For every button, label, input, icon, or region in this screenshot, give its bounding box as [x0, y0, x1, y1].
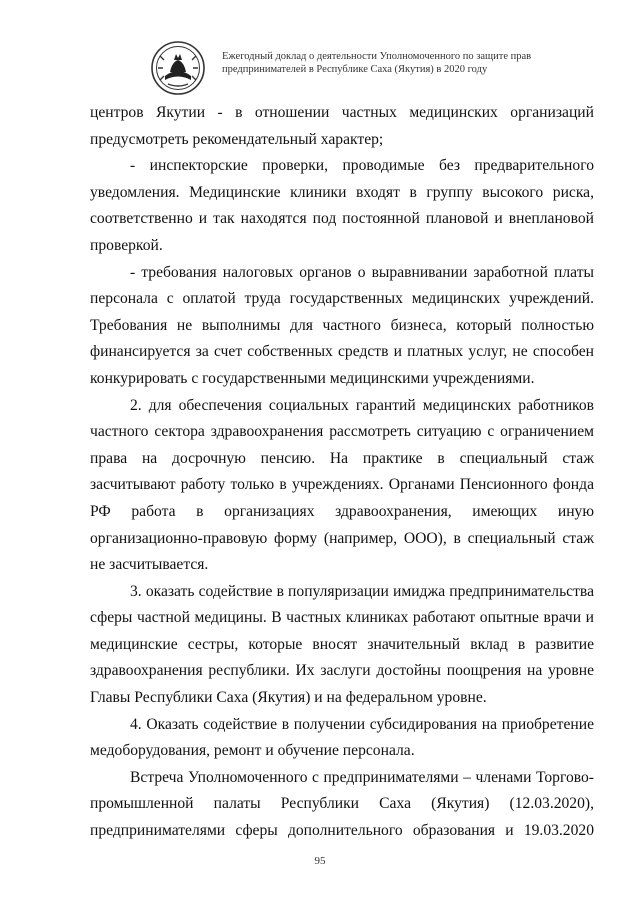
- body-paragraph: Встреча Уполномоченного с предпринимателями – членами Торгово-промышленной палаты Республики Саха (Якутия) (12.03.2020), предпринимателями сферы дополнительного образования и 19.03.2020: [90, 768, 594, 840]
- body-paragraph: - инспекторские проверки, проводимые без предварительного уведомления. Медицинские клиники входят в группу высокого риска, соответственно и так находятся под постоянной плановой и внеплановой проверкой.: [90, 157, 594, 254]
- body-paragraph: 3. оказать содействие в популяризации имиджа предпринимательства сферы частной медицины. В частных клиниках работают опытные врачи и медицинские сестры, которые вносят значительный вклад в развитие здравоохранения республики. Их заслуги достойны поощрения на уровне Главы Республики Саха (Якутия) и на федеральном уровне.: [90, 582, 594, 707]
- header-title: [222, 50, 572, 76]
- body-paragraph: 2. для обеспечения социальных гарантий медицинских работников частного сектора здравоохранения рассмотреть ситуацию с ограничением права на досрочную пенсию. На практике в специальный стаж засчитывают работу только в учреждениях. Органами Пенсионного фонда РФ работа в организациях здравоохранения, имеющих иную организационно-правовую форму (например, ООО), в специальный стаж не засчитывается.: [90, 396, 594, 574]
- page-number: 95: [314, 855, 326, 867]
- coat-of-arms-emblem-icon: [150, 40, 206, 96]
- document-body: [90, 100, 594, 845]
- header-line-2: предпринимателей в Республике Саха (Якутия) в 2020 году: [222, 64, 488, 75]
- page-header: [150, 38, 570, 98]
- body-paragraph: 4. Оказать содействие в получении субсидирования на приобретение медоборудования, ремонт и обучение персонала.: [90, 715, 594, 760]
- body-paragraph: - требования налоговых органов о выравнивании заработной платы персонала с оплатой труда государственных медицинских учреждений. Требования не выполнимы для частного бизнеса, который полностью финансируется за счет собственных средств и платных услуг, не способен конкурировать с государственными медицинскими учреждениями.: [90, 263, 594, 387]
- body-paragraph: центров Якутии - в отношении частных медицинских организаций предусмотреть рекомендательный характер;: [90, 104, 594, 148]
- header-line-1: Ежегодный доклад о деятельности Уполномоченного по защите прав: [222, 51, 532, 62]
